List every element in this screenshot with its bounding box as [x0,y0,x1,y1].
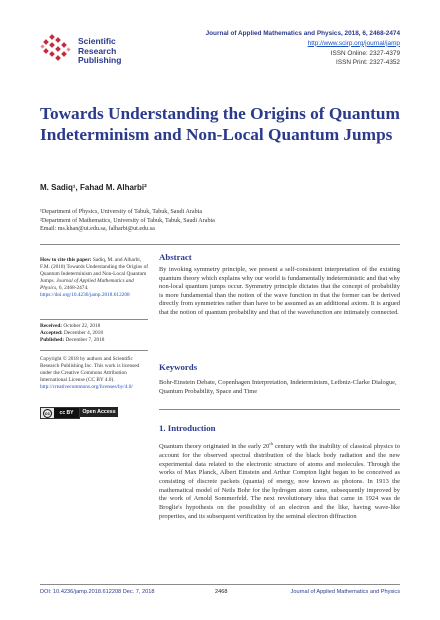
introduction-heading: 1. Introduction [159,423,216,433]
affiliation-2: ²Department of Mathematics, University of Tabuk, Tabuk, Saudi Arabia [40,217,215,224]
open-access-badge: Open Access [80,407,118,417]
paper-title: Towards Understanding the Origins of Quantum Indeterminism and Non-Local Quantum Jumps [40,104,400,144]
abstract-text: By invoking symmetry principle, we present a self-consistent interpretation of the existing quantum theory which explains why our world is fundamentally indeterministic and that why non-local quantum jumps occur. Symmetry principle dictates that the concept of probability is more fundamental than the notion of the wave function in that the former can be derived directly from symmetries rather than have to be assumed as an additional axiom. It is argued that the notion of quantum probability and that of the wavefunction are intimately connected. [159,266,400,316]
issn-online: ISSN Online: 2327-4379 [330,49,400,57]
author-email: Email: ms.khan@ut.edu.sa, falharbi@ut.edu.sa [40,226,155,232]
license-link[interactable]: http://creativecommons.org/licenses/by/4.0/ [40,384,133,391]
publisher-name: Scientific Research Publishing [78,36,122,65]
abstract-heading: Abstract [159,252,192,262]
footer-divider [40,584,400,585]
journal-citation-line: Journal of Applied Mathematics and Physics, 2018, 6, 2468-2474 [205,30,400,37]
cc-by-license-icon[interactable]: cc cc BY [40,407,80,419]
footer-journal: Journal of Applied Mathematics and Physics [290,589,400,595]
dates-block: Received: October 22, 2018 Accepted: December 4, 2018 Published: December 7, 2018 [40,323,105,344]
keywords-text: Bohr-Einstein Debate, Copenhagen Interpretation, Indeterminism, Leibniz-Clarke Dialogue, Quantum Probability, Space and Time [159,379,397,395]
affiliation-1: ¹Department of Physics, University of Tabuk, Tabuk, Saudi Arabia [40,209,203,215]
keywords-heading: Keywords [159,362,198,372]
issn-print: ISSN Print: 2327-4352 [336,59,400,67]
sidebar-divider [40,319,148,320]
sidebar-divider-2 [40,350,148,351]
section-divider [159,409,400,410]
copyright-block: Copyright © 2018 by authors and Scientific Research Publishing Inc. This work is licensed under the Creative Commons Attribution International License (CC BY 4.0). http://creativecommons.org/licenses/by/4.0/ [40,356,140,391]
footer-doi: DOI: 10.4236/jamp.2018.612208 Dec. 7, 2018 [40,589,155,595]
journal-header [206,29,400,68]
doi-link[interactable]: https://doi.org/10.4236/jamp.2018.612208 [40,292,130,299]
publisher-logo-icon [40,34,74,62]
citation-block: How to cite this paper: Sadiq, M. and Alharbi, F.M. (2018) Towards Understanding the Origins of Quantum Indeterminism and Non-Local Quantum Jumps. Journal of Applied Mathematics and Physics, 6, 2468-2474. https://doi.org/10.4236/jamp.2018.612208 [40,257,148,299]
page-number: 2468 [215,589,228,595]
affiliations [40,208,215,225]
introduction-text: Quantum theory originated in the early 20th century with the inability of classical physics to account for the observed spectral distribution of the black body radiation and the new experimental data related to the electronic structure of atoms and molecules. Through the works of Max Planck, Albert Einstein and Arthur Compton light began to be conceived as consisting of discrete packets (quanta) of energy, now known as photons. In 1913 the mathematical model of Neils Bohr for the hydrogen atom came, subsequently improved by the work of Arnold Sommerfeld. The next revolutionary idea that came in 1924 was de Broglie's hypothesis on the possibility of an electron and the like, having wave-like properties, and its subsequent verification by the seminal electron diffraction [159,441,400,520]
journal-url-link[interactable]: http://www.scirp.org/journal/jamp [307,39,400,47]
paper-authors: M. Sadiq¹, Fahad M. Alharbi² [40,183,147,192]
divider [40,244,400,245]
